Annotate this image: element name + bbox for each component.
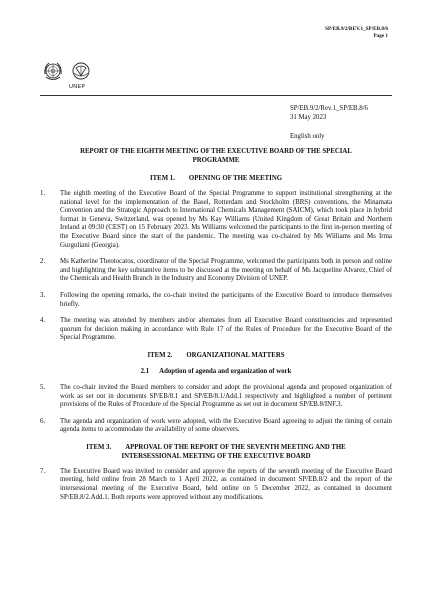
item-1-heading [40, 174, 392, 183]
item-2-1-heading [40, 367, 392, 376]
paragraph-number: 1. [40, 190, 46, 197]
paragraph-text: The Executive Board was invited to consider and approve the reports of the seventh meeting of the Executive Board meeting, held online from 28 March to 1 April 2022, as contained in document SP/EB.8/2 and the report of the intersessional meeting of the Executive Board, held online on 5 December 2022, as contained in document SP/EB.8/2.Add.1. Both reports were approved without any modifications. [60, 467, 392, 501]
paragraph-2 [40, 258, 392, 284]
report-body [40, 147, 392, 510]
document-date: 31 May 2023 [290, 114, 327, 121]
logo-group [42, 60, 100, 94]
paragraph-text: Ms Katherine Theotocatos, coordinator of the Special Programme, welcomed the participants both in person and online and highlighting the key substantive items to be discussed at the meeting on behalf of Ms Jacqueline Alvarez, Chief of the Chemicals and Health Branch in the Industry and Economy Division of UNEP. [60, 258, 392, 283]
language-note: English only [290, 133, 325, 140]
paragraph-6 [40, 418, 392, 435]
paragraph-text: The eighth meeting of the Executive Board of the Special Programme to support institutional strengthening at the national level for the implementation of the Basel, Rotterdam and Stockholm (BRS) conventions, the Minamata Convention and the Strategic Approach to International Chemicals Management (SAICM), which took place in hybrid format in Geneva, Switzerland, was opened by Ms Kay Williams (United Kingdom of Great Britain and Northern Ireland at 09:30 (CEST) on 15 February 2023. Ms Williams welcomed the participants to the first in-person meeting of the Executive Board since the start of the pandemic. The meeting was co-chaired by Ms Williams and Ms Irma Gurguliani (Georgia). [60, 190, 392, 249]
item-3-title: APPROVAL OF THE REPORT OF THE SEVENTH MEETING AND THE INTERSESSIONAL MEETING OF THE EXECUTIVE BOARD [121, 443, 346, 460]
paragraph-text: Following the opening remarks, the co-chair invited the participants of the Executive Board to introduce themselves briefly. [60, 291, 392, 308]
paragraph-number: 2. [40, 258, 46, 266]
item-2-heading [40, 351, 392, 360]
paragraph-number: 4. [40, 317, 46, 325]
unep-emblem-icon [70, 60, 92, 82]
item-2-number: ITEM 2. [147, 351, 173, 359]
paragraph-3 [40, 292, 392, 309]
header-divider [40, 95, 392, 96]
item-2-1-title: Adoption of agenda and organization of work [159, 367, 292, 375]
paragraph-text: The agenda and organization of work were adopted, with the Executive Board agreeing to adjust the timing of certain agenda items to accommodate the availability of some observers. [60, 417, 392, 434]
paragraph-number: 3. [40, 291, 46, 299]
paragraph-number: 6. [40, 417, 46, 425]
paragraph-number: 7. [40, 467, 46, 475]
header-doc-symbol: SP/EB.9/2/REV.1_SP/EB.8/6 [325, 26, 388, 32]
paragraph-4 [40, 317, 392, 343]
item-2-title: ORGANIZATIONAL MATTERS [186, 351, 285, 359]
item-2-1-number: 2.1 [140, 367, 150, 375]
paragraph-1 [40, 190, 392, 250]
item-1-title: OPENING OF THE MEETING [188, 175, 283, 182]
header-page-label: Page 1 [373, 33, 388, 39]
report-title: REPORT OF THE EIGHTH MEETING OF THE EXECUTIVE BOARD OF THE SPECIAL PROGRAMME [80, 148, 352, 164]
running-header [325, 26, 388, 40]
unep-label: UNEP [69, 84, 86, 90]
paragraph-number: 5. [40, 383, 46, 391]
item-3-heading [70, 443, 362, 461]
item-1-number: ITEM 1. [149, 175, 175, 182]
paragraph-text: The co-chair invited the Board members to consider and adopt the provisional agenda and proposed organization of work as set out in documents SP/EB/8.1 and SP/EB/8.1/Add.1 respectively and highlighted a number of pertinent provisions of the Rules of Procedure of the Special Programme as set out in document SP/EB.8/INF.3. [60, 383, 392, 409]
un-emblem-icon [42, 60, 64, 82]
item-3-number: ITEM 3. [86, 443, 112, 451]
paragraph-5 [40, 384, 392, 410]
paragraph-7 [40, 468, 392, 502]
paragraph-text: The meeting was attended by members and/or alternates from all Executive Board constituencies and represented quorum for decision making in accordance with Rule 17 of the Rules of Procedure for the Executive Board of the Special Programme. [60, 317, 392, 342]
reference-block [290, 104, 368, 141]
document-symbol: SP/EB.9/2/Rev.1_SP/EB.8/6 [290, 105, 368, 112]
